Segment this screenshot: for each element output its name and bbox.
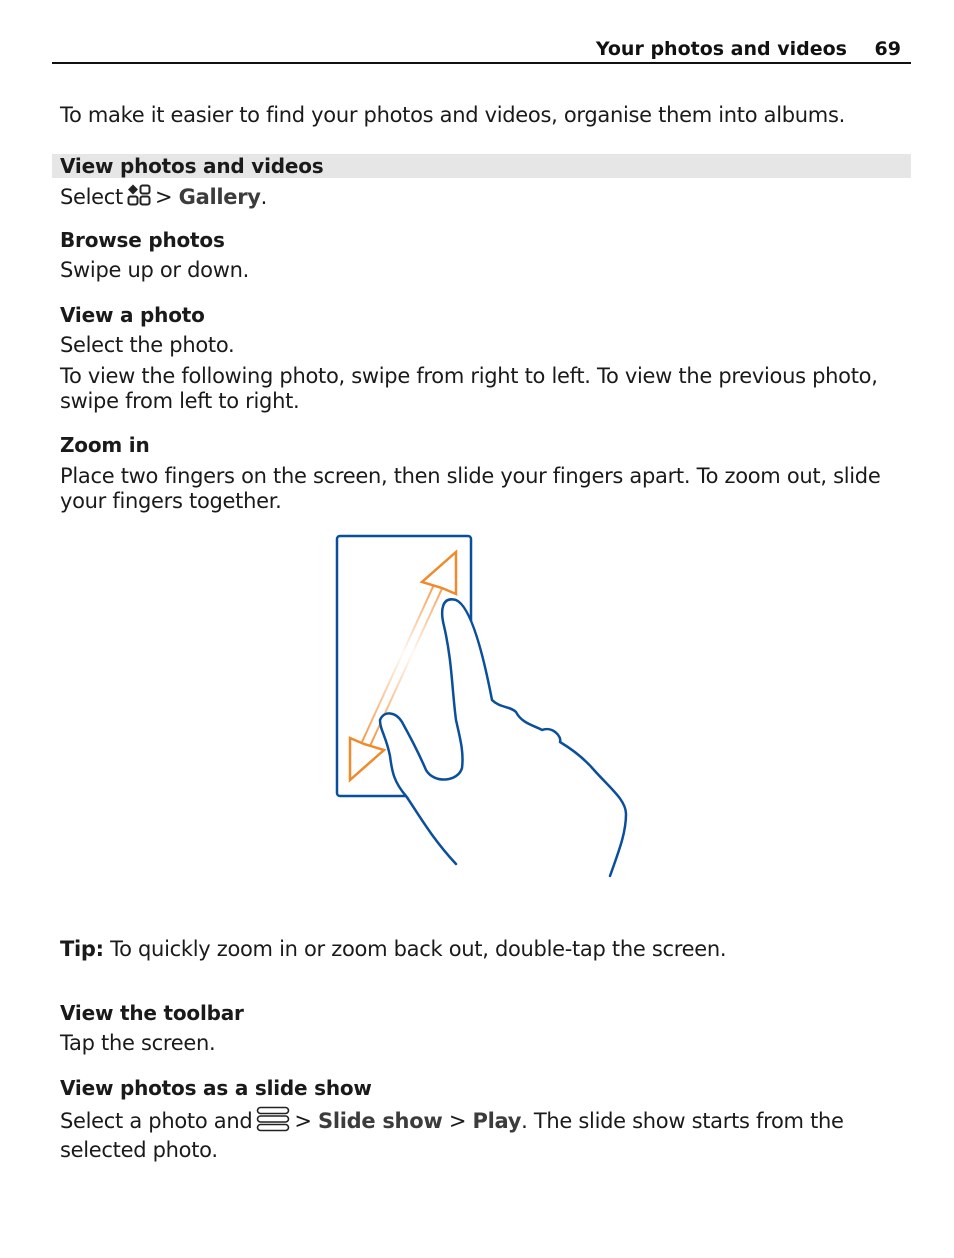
- section-heading: View photos and videos: [60, 154, 324, 178]
- view-toolbar-heading: View the toolbar: [60, 1001, 244, 1025]
- separator: >: [154, 185, 173, 209]
- tip-text: [60, 937, 910, 962]
- apps-grid-icon: [127, 184, 151, 212]
- separator: >: [294, 1109, 312, 1133]
- play-label: Play: [472, 1109, 522, 1133]
- slide-show-prefix: Select a photo and: [60, 1109, 253, 1133]
- options-menu-icon: [256, 1106, 290, 1138]
- view-photo-text-2: To view the following photo, swipe from right to left. To view the previous photo, swipe from left to right.: [60, 364, 878, 413]
- select-word: Select: [60, 185, 123, 209]
- hand-outline: [380, 599, 626, 876]
- slide-show-heading: View photos as a slide show: [60, 1076, 372, 1100]
- slide-show-suffix: . The slide show starts from the selected photo.: [60, 1109, 844, 1162]
- view-photo-text-1: Select the photo.: [60, 333, 235, 357]
- tip-body: To quickly zoom in or zoom back out, double-tap the screen.: [103, 937, 727, 961]
- chapter-title: Your photos and videos: [595, 38, 847, 60]
- period: .: [260, 185, 268, 209]
- select-gallery-instruction: [60, 184, 910, 212]
- view-toolbar-text: Tap the screen.: [60, 1031, 216, 1055]
- tip-label: Tip:: [60, 937, 104, 961]
- browse-photos-text: Swipe up or down.: [60, 258, 249, 282]
- separator: >: [448, 1109, 467, 1133]
- view-photo-heading: View a photo: [60, 303, 205, 327]
- page-number: 69: [874, 38, 901, 60]
- zoom-in-text: Place two fingers on the screen, then slide your fingers apart. To zoom out, slide your fingers together.: [60, 464, 881, 513]
- page-header: [52, 36, 911, 64]
- section-heading-bar: [52, 154, 911, 178]
- browse-photos-heading: Browse photos: [60, 228, 225, 252]
- slide-show-label: Slide show: [318, 1109, 443, 1133]
- gallery-label: Gallery: [178, 185, 261, 209]
- pinch-zoom-illustration: [330, 530, 640, 894]
- intro-text: To make it easier to find your photos and videos, organise them into albums.: [60, 103, 845, 127]
- slide-show-text: [60, 1106, 910, 1163]
- zoom-in-heading: Zoom in: [60, 433, 150, 457]
